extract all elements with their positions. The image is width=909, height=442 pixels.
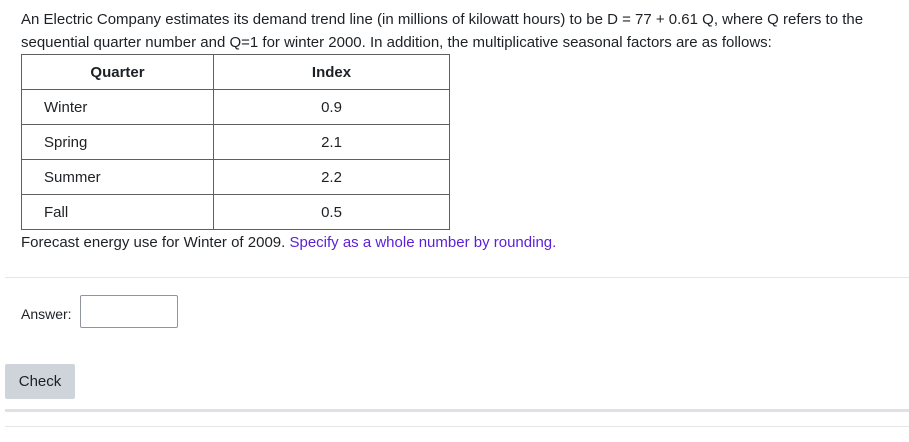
- forecast-prompt: [21, 232, 556, 254]
- footer-divider: [5, 409, 909, 412]
- answer-label: Answer:: [21, 306, 72, 322]
- check-button[interactable]: Check: [5, 364, 75, 399]
- answer-input[interactable]: [80, 295, 178, 328]
- quarter-cell: Winter: [22, 90, 214, 125]
- footer-divider-thin: [5, 426, 909, 427]
- seasonal-factors-table: [21, 54, 450, 230]
- index-cell: 0.9: [214, 90, 450, 125]
- section-divider: [5, 277, 909, 278]
- table-row: [22, 160, 450, 195]
- prompt-text: Forecast energy use for Winter of 2009.: [21, 234, 286, 251]
- question-text: An Electric Company estimates its demand trend line (in millions of kilowatt hours) to be D = 77 + 0.61 Q, where Q refers to the sequential quarter number and Q=1 for winter 2000. In addition, the multiplicative seasonal factors are as follows:: [21, 11, 864, 51]
- index-cell: 0.5: [214, 195, 450, 230]
- rounding-hint: Specify as a whole number by rounding.: [289, 234, 557, 251]
- index-cell: 2.1: [214, 125, 450, 160]
- table-row: [22, 195, 450, 230]
- table-row: [22, 125, 450, 160]
- quarter-cell: Spring: [22, 125, 214, 160]
- table-row: [22, 90, 450, 125]
- quarter-cell: Summer: [22, 160, 214, 195]
- question-text-block: [21, 8, 901, 54]
- column-header-quarter: Quarter: [22, 55, 214, 90]
- column-header-index: Index: [214, 55, 450, 90]
- index-cell: 2.2: [214, 160, 450, 195]
- quarter-cell: Fall: [22, 195, 214, 230]
- table-header-row: [22, 55, 450, 90]
